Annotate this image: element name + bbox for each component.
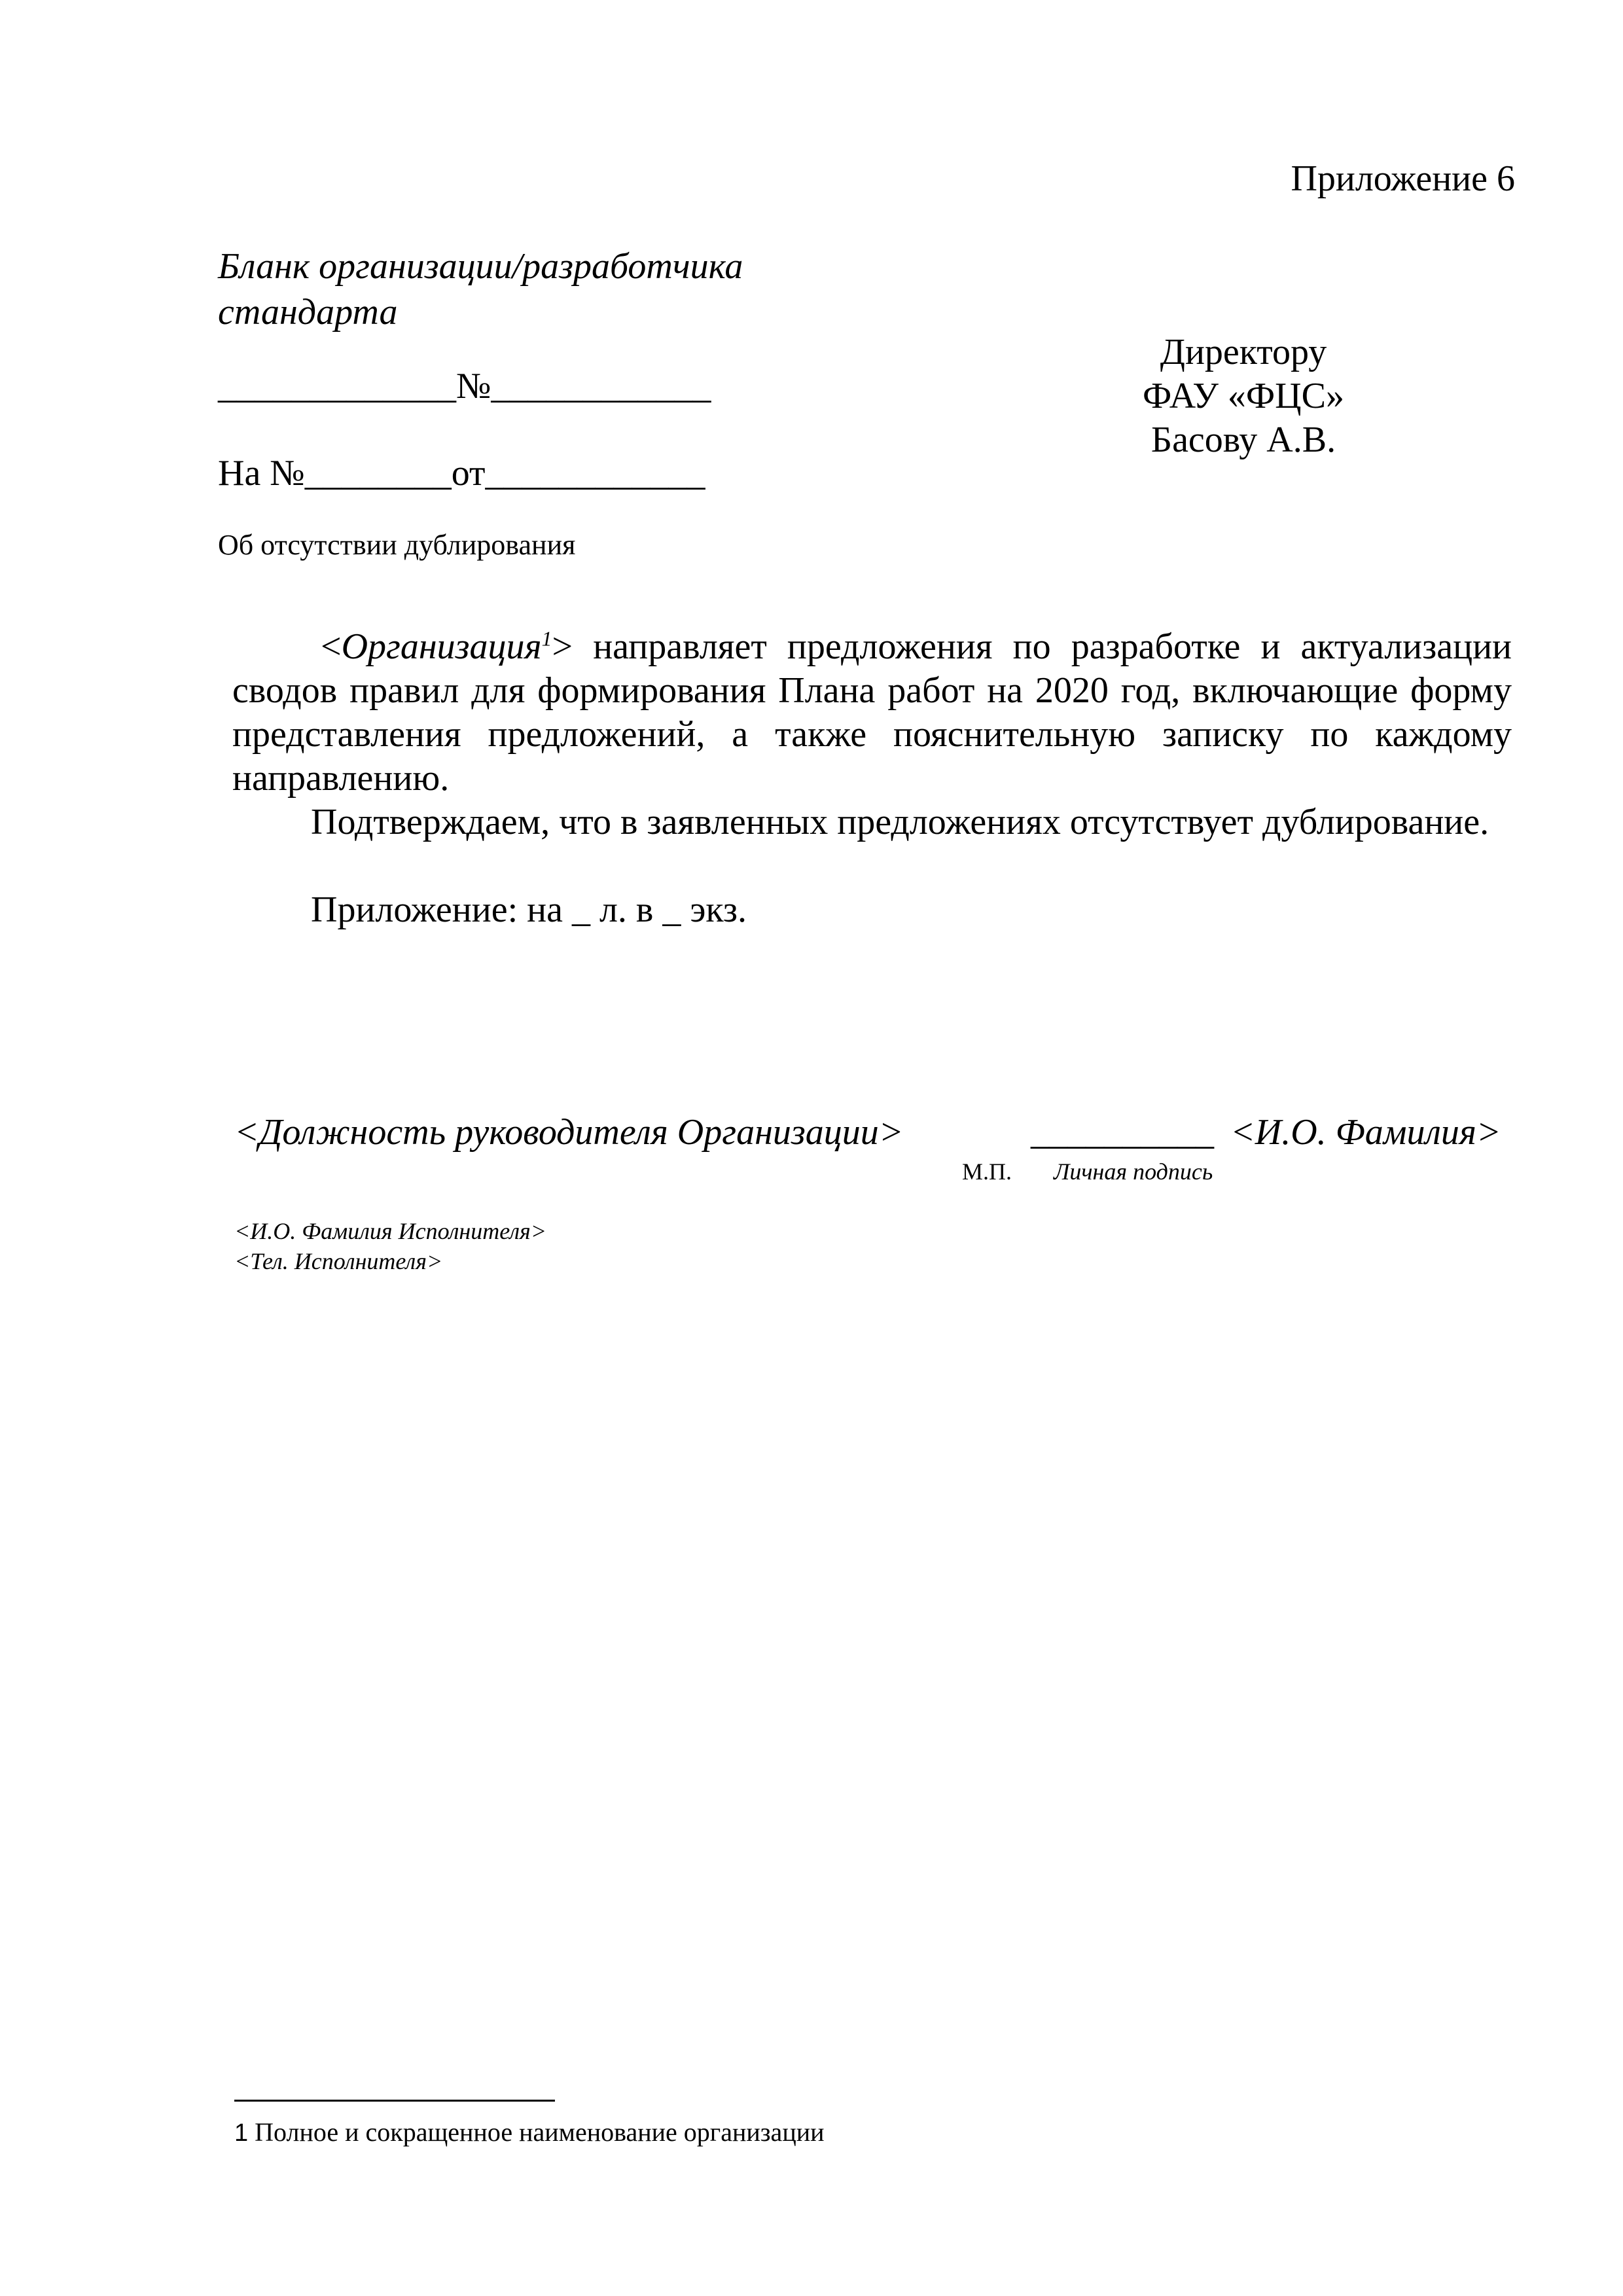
signature-line: __________ [1031,1112,1214,1153]
incoming-number-line: На №________от____________ [218,453,705,493]
signer-name: <И.О. Фамилия> [1230,1112,1501,1153]
org-bracket-close: > [552,626,573,667]
stamp-label: М.П. [962,1158,1012,1185]
footnote-number: 1 [234,2119,249,2147]
body-paragraph-2: Подтверждаем, что в заявленных предложениях отсутствует дублирование. [311,802,1489,842]
footnote [234,2115,825,2150]
letterhead-line-2: стандарта [218,292,398,332]
body-paragraph-1 [232,625,1512,800]
org-placeholder: Организация [341,626,542,667]
executor-phone: <Тел. Исполнителя> [234,1248,443,1274]
signature-caption: Личная подпись [1054,1158,1213,1185]
attachment-line: Приложение: на _ л. в _ экз. [311,889,747,930]
letterhead-placeholder [218,243,807,335]
footnote-separator [234,2100,555,2102]
signer-position: <Должность руководителя Организации> [234,1112,904,1153]
addressee-line-2: ФАУ «ФЦС» [1143,376,1344,416]
body-paragraph-1-text: направляет предложения по разработке и актуализации сводов правил для формирования Плана работ на 2020 год, включающие форму представления предложений, а также пояснительную записку по каждому направлению. [232,626,1512,798]
executor-block [234,1216,546,1276]
footnote-reference: 1 [541,626,552,651]
letterhead-line-1: Бланк организации/разработчика [218,246,743,287]
letter-subject: Об отсутствии дублирования [218,529,576,561]
letter-body [232,625,1512,932]
addressee-line-3: Басову А.В. [1150,420,1336,460]
outgoing-number-line: _____________№____________ [218,366,711,406]
addressee-line-1: Директору [1160,332,1327,372]
appendix-label: Приложение 6 [1291,158,1515,199]
addressee-block [1014,331,1472,462]
executor-name: <И.О. Фамилия Исполнителя> [234,1218,547,1244]
footnote-text: Полное и сокращенное наименование организации [248,2117,825,2147]
org-bracket-open: < [321,626,342,667]
